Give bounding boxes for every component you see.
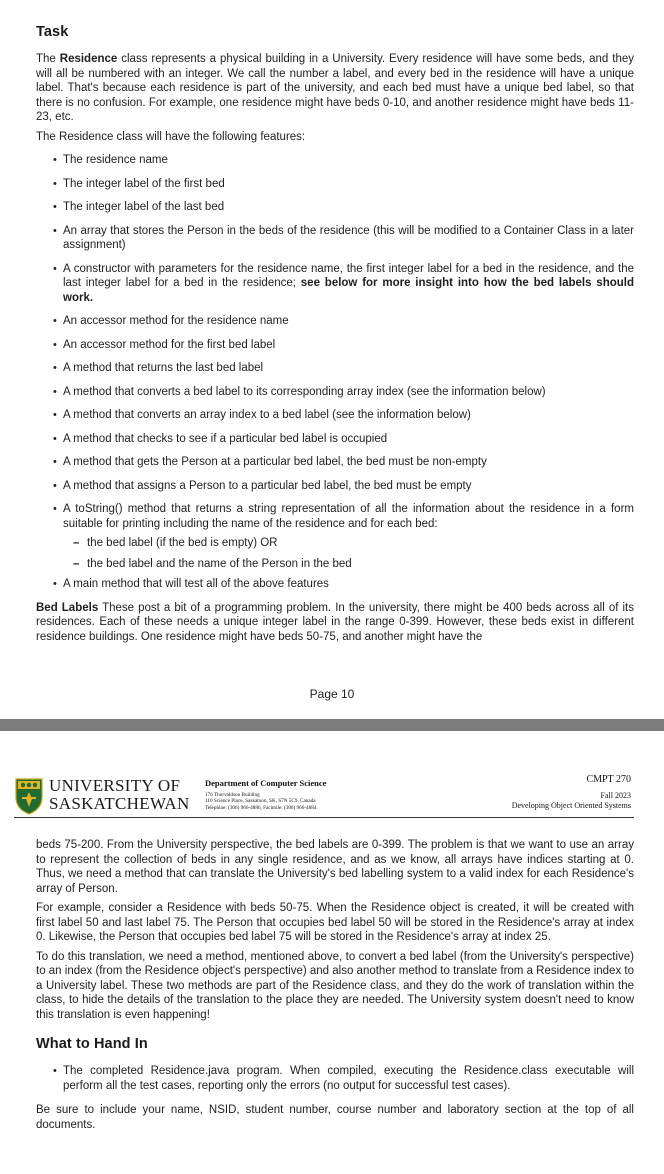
list-item	[63, 557, 634, 572]
bed-labels-text: These post a bit of a programming problem. In the university, there might be 400 beds across all of its residences. Each of these needs a unique integer label in the range 0-399. However, these beds exist in different residence buildings. One residence might have beds 50-75, and another might have the	[36, 601, 634, 643]
feature-text: A toString() method that returns a string representation of all the information about the residence in a form suitable for printing including the name of the residence and for each bed:	[63, 503, 634, 530]
header-rule	[14, 817, 634, 818]
bullet-icon: •	[53, 1065, 57, 1077]
closing-instructions: Be sure to include your name, NSID, student number, course number and laboratory section at the top of all documents.	[36, 1104, 634, 1131]
list-item	[36, 502, 634, 571]
feature-text: A method that checks to see if a particular bed label is occupied	[63, 432, 388, 445]
feature-text: A constructor with parameters for the residence name, the first integer label for a bed in the residence, and the last integer label for a bed in the residence;	[63, 262, 634, 289]
bullet-icon: •	[53, 409, 57, 421]
dash-icon: –	[73, 537, 80, 549]
feature-text: The integer label of the last bed	[63, 201, 225, 213]
list-item	[36, 200, 634, 215]
features-lead: The Residence class will have the following features:	[36, 130, 306, 143]
bullet-icon: •	[53, 224, 57, 237]
university-name	[49, 777, 190, 813]
feature-text: An array that stores the Person in the beds of the residence (this will be modified to a Container Class in a later assignment)	[63, 224, 634, 251]
list-item	[63, 536, 634, 551]
list-item	[36, 262, 634, 306]
translation-paragraph-1: beds 75-200. From the University perspective, the bed labels are 0-399. The problem is that we want to use an array to represent the collection of beds in any single residence, and as we know, all arrays have indices starting at 0. Thus, we need a method that can translate the University's bed labelling system to a valid index for each Residence's array of Person.	[36, 839, 634, 895]
department-block	[205, 778, 326, 811]
page-11-content	[36, 838, 634, 1132]
page-number: Page 10	[309, 687, 355, 701]
page-separator	[0, 719, 664, 731]
feature-text: The residence name	[63, 154, 168, 166]
bullet-icon: •	[53, 315, 57, 327]
subitem-text: the bed label (if the bed is empty) OR	[87, 537, 278, 549]
list-item	[36, 1064, 634, 1093]
feature-text: A method that converts a bed label to its corresponding array index (see the information below)	[63, 385, 546, 398]
tostring-sublist	[63, 536, 634, 571]
address-line3: Telephine: (306) 966-4886, Facimile: (306) 966-4884	[205, 804, 317, 811]
bullet-icon: •	[53, 385, 57, 398]
page-10-content	[36, 24, 634, 644]
hand-in-item-text: The completed Residence.java program. When compiled, executing the Residence.class executable will perform all the test cases, reporting only the errors (no output for successful test cases).	[63, 1065, 634, 1092]
task-heading: Task	[36, 24, 69, 40]
bullet-icon: •	[53, 154, 57, 166]
feature-text: A method that gets the Person at a particular bed label, the bed must be non-empty	[63, 456, 487, 468]
translation-paragraph-3: To do this translation, we need a method, mentioned above, to convert a bed label (from the University's perspective) to an index (from the Residence object's perspective) and also another method to translate from a Residence index to a University label. These two methods are part of the Residence class, and they do the work of translation within the class, to hide the details of the translation to the place they are needed. The University system doesn't need to know this translation is even happening!	[36, 950, 634, 1021]
address-line1: 176 Thorvaldson Building	[205, 792, 260, 798]
bullet-icon: •	[53, 456, 57, 468]
bullet-icon: •	[53, 362, 57, 374]
feature-text: A method that returns the last bed label	[63, 362, 264, 374]
intro-text-start: The	[36, 53, 60, 65]
hand-in-heading: What to Hand In	[36, 1036, 148, 1052]
list-item	[36, 224, 634, 253]
list-item	[36, 577, 634, 592]
intro-class-name: Residence	[59, 53, 118, 65]
list-item	[36, 455, 634, 470]
feature-text: An accessor method for the first bed label	[63, 338, 276, 351]
bullet-icon: •	[53, 503, 57, 515]
course-term: Fall 2023	[600, 791, 631, 800]
subitem-text: the bed label and the name of the Person in the bed	[87, 557, 352, 570]
feature-text: A method that assigns a Person to a particular bed label, the bed must be empty	[63, 479, 472, 492]
university-name-line2: SASKATCHEWAN	[49, 794, 190, 813]
address-line2: 110 Science Place, Saskatoon, SK, S7N 5C9, Canada	[205, 798, 316, 805]
list-item	[36, 177, 634, 192]
dash-icon: –	[73, 557, 80, 570]
university-name-line1: UNIVERSITY OF	[49, 776, 181, 795]
university-crest-icon	[14, 777, 44, 815]
list-item	[36, 408, 634, 423]
bed-labels-heading: Bed Labels	[36, 601, 99, 614]
course-title: Developing Object Oriented Systems	[511, 801, 631, 810]
feature-text: The integer label of the first bed	[63, 177, 225, 190]
list-item	[36, 338, 634, 353]
bullet-icon: •	[53, 262, 57, 275]
translation-paragraph-2: For example, consider a Residence with beds 50-75. When the Residence object is created, it will be created with first label 50 and last label 75. The Person that occupies bed label 50 will be stored in the Residence's array at index 0. Likewise, the Person that occupies bed label 75 will be stored in the Residence's array at index 25.	[36, 902, 634, 943]
bullet-icon: •	[53, 578, 57, 590]
feature-text: A method that converts an array index to a bed label (see the information below)	[63, 409, 471, 421]
hand-in-list	[36, 1064, 634, 1093]
page-header	[14, 774, 634, 819]
bullet-icon: •	[53, 479, 57, 492]
intro-text-rest: class represents a physical building in a University. Every residence will have some beds, and they will all be numbered with an integer. We call the number a label, and every bed in the residence will have a unique label. That's because each residence is part of the university, and each bed must have a unique bed label, so that there is no confusion. For example, one residence might have beds 0-10, and another residence might have beds 11-23, etc.	[36, 53, 634, 123]
course-block	[512, 773, 631, 811]
feature-text: An accessor method for the residence name	[63, 315, 289, 327]
list-item	[36, 432, 634, 447]
course-code: CMPT 270	[586, 774, 631, 785]
department-name: Department of Computer Science	[205, 778, 327, 788]
list-item	[36, 314, 634, 329]
bullet-icon: •	[53, 432, 57, 445]
list-item	[36, 361, 634, 376]
list-item	[36, 385, 634, 400]
feature-bold-note: see below for more insight into how the bed labels should work.	[63, 277, 634, 304]
bullet-icon: •	[53, 338, 57, 351]
features-list	[36, 153, 634, 592]
intro-paragraph	[36, 52, 634, 125]
bullet-icon: •	[53, 177, 57, 190]
list-item	[36, 479, 634, 494]
list-item	[36, 153, 634, 168]
bed-labels-paragraph	[36, 601, 634, 645]
feature-text: A main method that will test all of the above features	[63, 578, 329, 590]
bullet-icon: •	[53, 201, 57, 213]
